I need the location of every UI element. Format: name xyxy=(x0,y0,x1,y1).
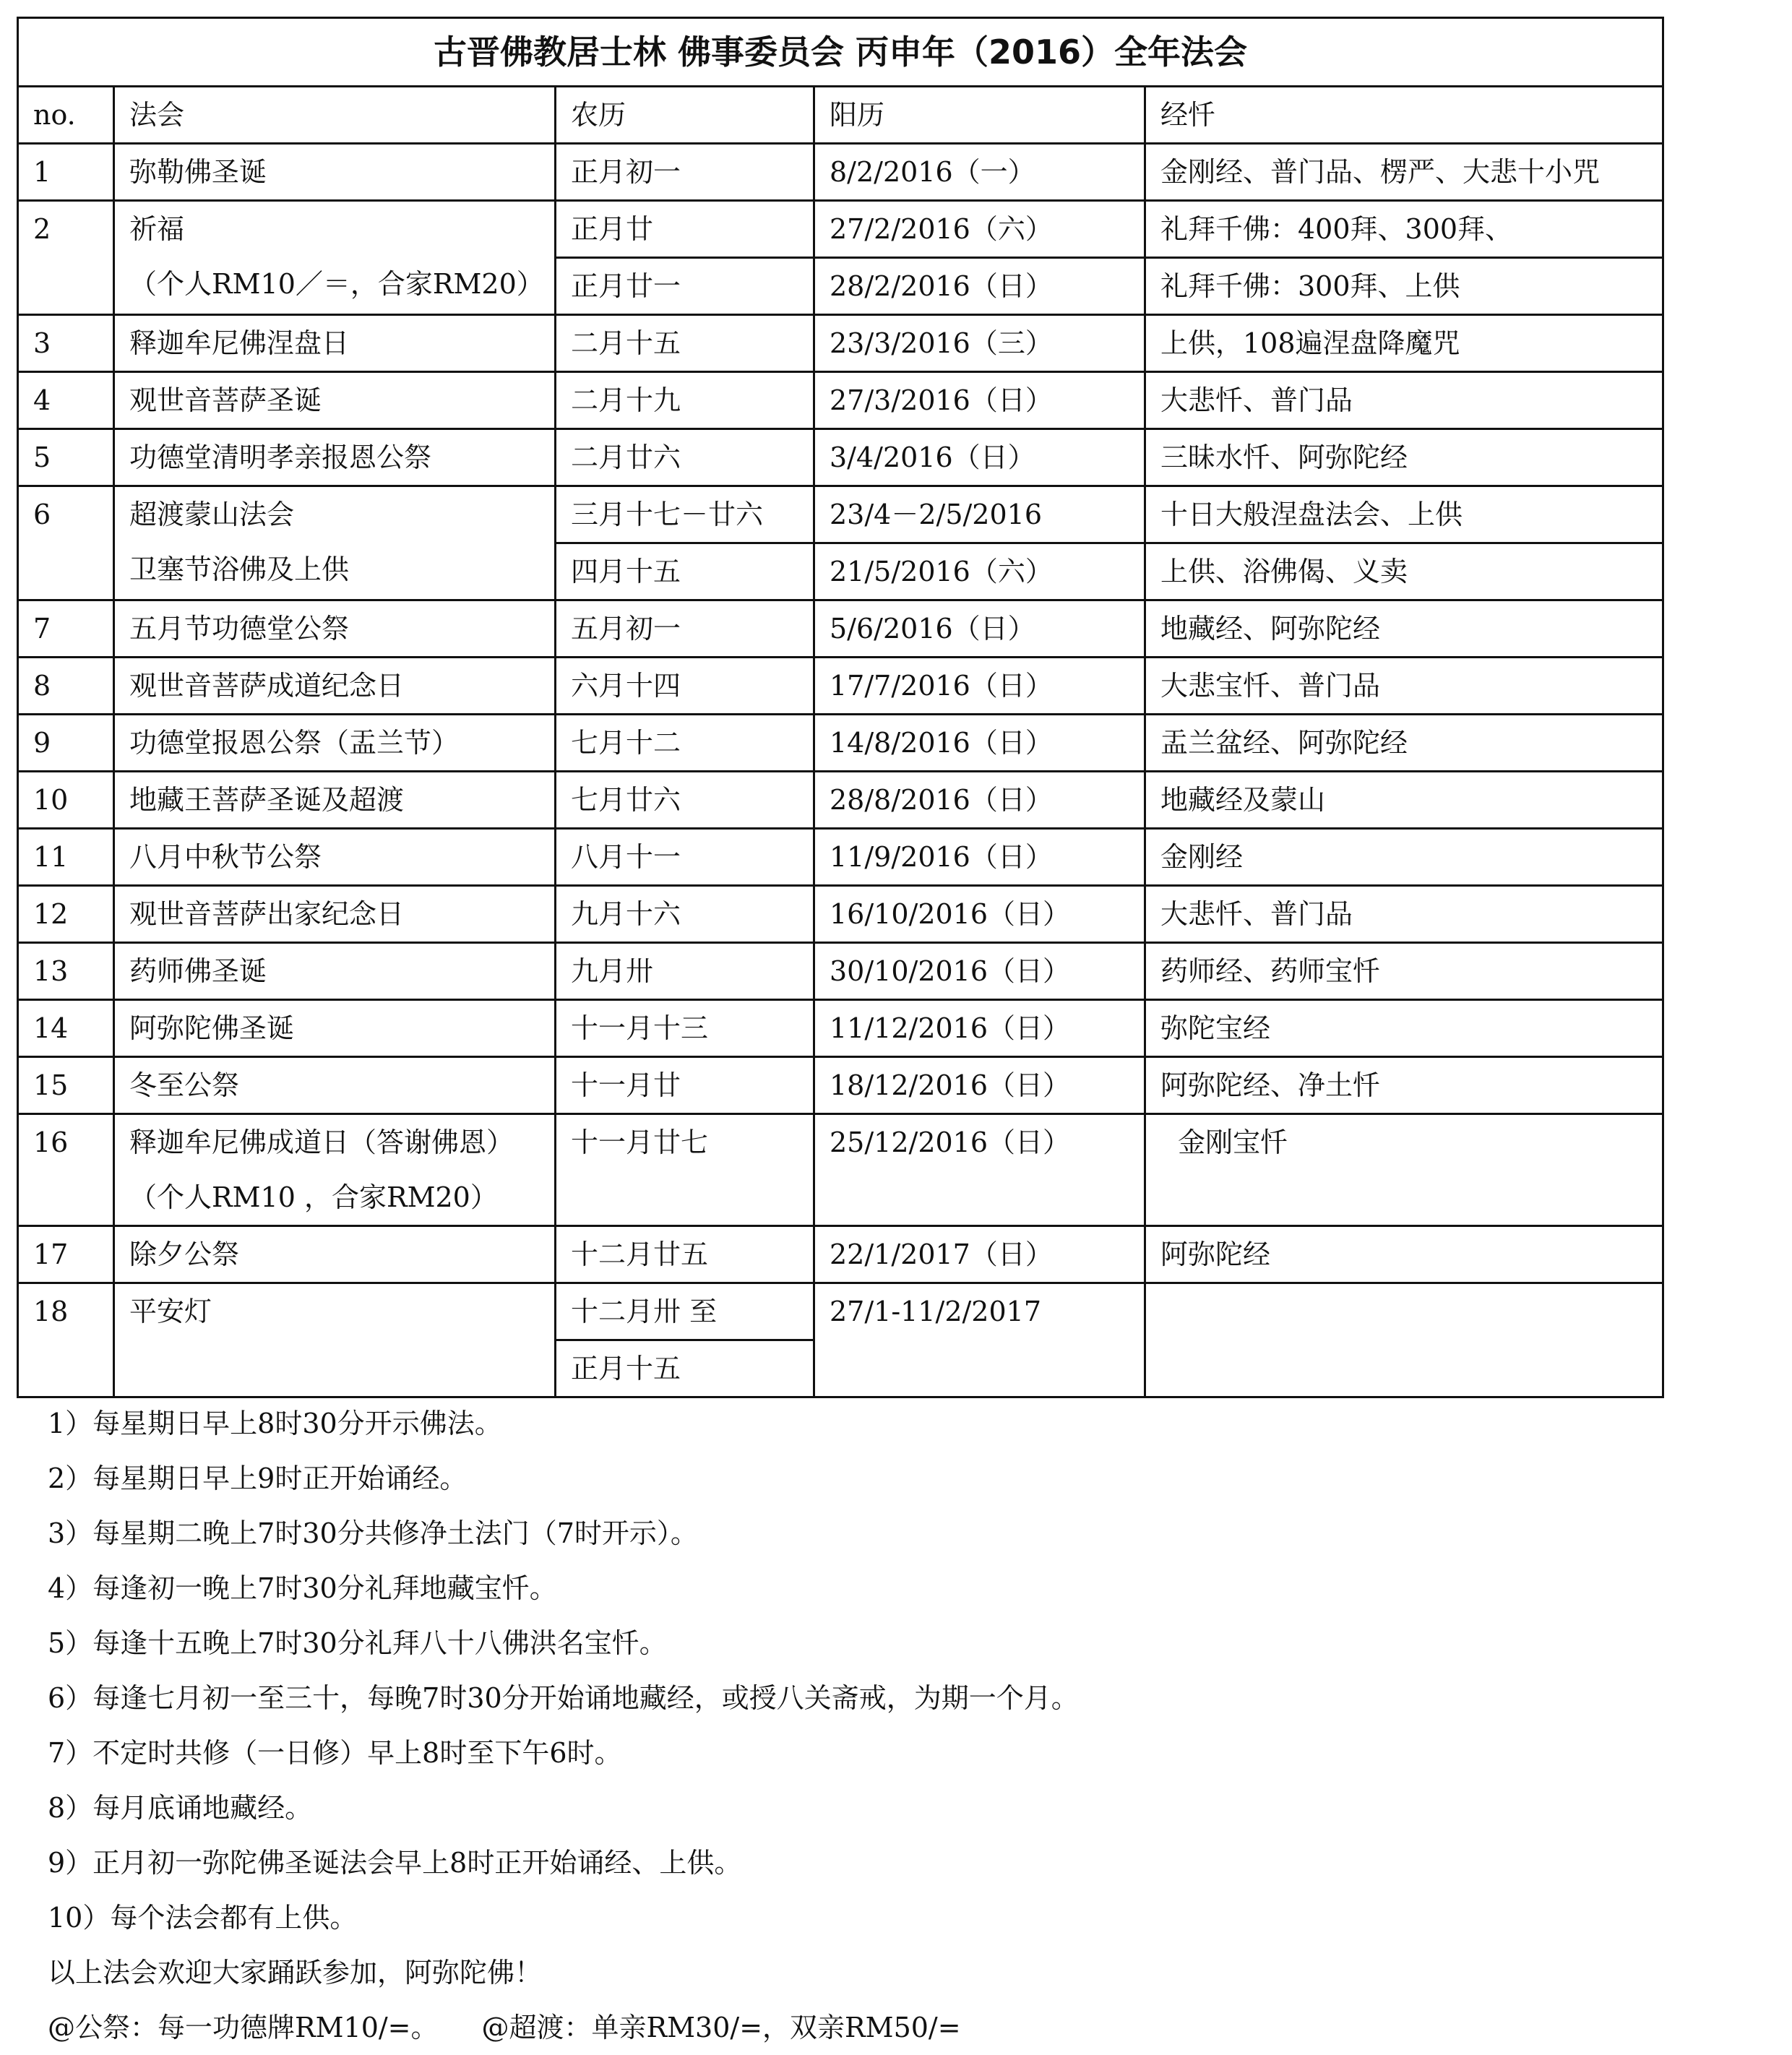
row-number: 17 xyxy=(33,1238,69,1270)
cell-line: 28/2/2016（日） xyxy=(830,270,1053,302)
cell-line: 上供、浴佛偈、义卖 xyxy=(1160,556,1408,587)
cell-solar xyxy=(814,1226,1145,1283)
row-number: 3 xyxy=(33,327,51,359)
cell-line: 弥陀宝经 xyxy=(1160,1012,1271,1044)
row-number: 15 xyxy=(33,1069,69,1101)
row-number: 12 xyxy=(33,898,69,930)
cell-lunar xyxy=(556,829,814,886)
note-item: 7）不定时共修（一日修）早上8时至下午6时。 xyxy=(48,1737,622,1769)
cell-line: 23/4－2/5/2016 xyxy=(815,487,1144,544)
cell-line: 30/10/2016（日） xyxy=(830,955,1071,987)
cell-event xyxy=(114,201,556,315)
cell-lunar xyxy=(556,715,814,772)
page-title: 古晋佛教居士林 佛事委员会 丙申年（2016）全年法会 xyxy=(18,18,1663,87)
note-item: 2）每星期日早上9时正开始诵经。 xyxy=(48,1462,468,1494)
cell-line: 超渡蒙山法会 xyxy=(129,499,295,530)
cell-no xyxy=(18,315,114,372)
cell-event xyxy=(114,144,556,201)
cell-line: 金刚经 xyxy=(1160,841,1244,873)
row-number: 11 xyxy=(33,841,69,873)
cell-solar xyxy=(814,886,1145,943)
cell-line: 功德堂清明孝亲报恩公祭 xyxy=(129,441,432,473)
row-number: 8 xyxy=(33,670,51,702)
cell-line: 祈福 xyxy=(129,213,185,245)
table-row xyxy=(18,1114,1663,1226)
cell-solar xyxy=(814,1057,1145,1114)
cell-line: 大悲忏、普门品 xyxy=(1160,898,1353,930)
cell-solar xyxy=(814,943,1145,1000)
cell-line: 五月节功德堂公祭 xyxy=(129,613,350,645)
table-row xyxy=(18,486,1663,600)
cell-sutra xyxy=(1145,886,1663,943)
cell-no xyxy=(18,144,114,201)
cell-lunar xyxy=(556,486,814,600)
cell-line: （个人RM10 ，合家RM20） xyxy=(129,1181,498,1213)
cell-line: 金刚宝忏 xyxy=(1160,1126,1288,1158)
cell-line: （个人RM10／＝，合家RM20） xyxy=(129,268,544,300)
cell-sutra xyxy=(1145,943,1663,1000)
header-row xyxy=(18,87,1663,144)
cell-line: 正月廿 xyxy=(556,202,813,259)
row-number: 9 xyxy=(33,727,51,759)
row-number: 2 xyxy=(33,213,51,245)
cell-line: 21/5/2016（六） xyxy=(830,556,1053,587)
cell-event xyxy=(114,715,556,772)
row-number: 13 xyxy=(33,955,69,987)
header-lunar: 农历 xyxy=(556,87,814,144)
cell-line: 正月初一 xyxy=(571,156,681,188)
cell-line: 地藏经及蒙山 xyxy=(1160,784,1326,816)
cell-line: 五月初一 xyxy=(571,613,681,645)
cell-no xyxy=(18,943,114,1000)
table-row xyxy=(18,201,1663,315)
cell-lunar xyxy=(556,886,814,943)
cell-solar xyxy=(814,1283,1145,1397)
table-row xyxy=(18,1057,1663,1114)
cell-event xyxy=(114,429,556,486)
cell-solar xyxy=(814,1114,1145,1226)
cell-line: 阿弥陀经、净土忏 xyxy=(1160,1069,1381,1101)
note-item: 10）每个法会都有上供。 xyxy=(48,1902,358,1934)
cell-sutra xyxy=(1145,772,1663,829)
row-number: 18 xyxy=(33,1296,69,1327)
table-row xyxy=(18,372,1663,429)
cell-event xyxy=(114,1000,556,1057)
cell-lunar xyxy=(556,772,814,829)
cell-sutra xyxy=(1145,1114,1663,1226)
cell-line: 七月廿六 xyxy=(571,784,681,816)
cell-no xyxy=(18,1114,114,1226)
note-item: 4）每逢初一晚上7时30分礼拜地藏宝忏。 xyxy=(48,1572,557,1604)
cell-line: 8/2/2016（一） xyxy=(830,156,1035,188)
cell-no xyxy=(18,1057,114,1114)
table-row xyxy=(18,886,1663,943)
cell-no xyxy=(18,658,114,715)
cell-line: 27/1-11/2/2017 xyxy=(830,1296,1042,1327)
footer-memorial-fee: @公祭：每一功德牌RM10/=。 xyxy=(48,2012,439,2043)
table-row xyxy=(18,600,1663,658)
cell-line: 九月十六 xyxy=(571,898,681,930)
cell-line: 三昧水忏、阿弥陀经 xyxy=(1160,441,1408,473)
cell-lunar xyxy=(556,943,814,1000)
cell-line: 卫塞节浴佛及上供 xyxy=(129,553,350,585)
cell-solar xyxy=(814,658,1145,715)
cell-solar xyxy=(814,144,1145,201)
cell-event xyxy=(114,829,556,886)
cell-line: 5/6/2016（日） xyxy=(830,613,1035,645)
cell-line: 药师佛圣诞 xyxy=(129,955,267,987)
cell-line: 十二月卅 至 xyxy=(556,1284,813,1341)
cell-line: 十一月廿七 xyxy=(571,1126,709,1158)
cell-event xyxy=(114,1114,556,1226)
row-number: 1 xyxy=(33,156,51,188)
cell-line: 金刚经、普门品、楞严、大悲十小咒 xyxy=(1160,156,1601,188)
cell-no xyxy=(18,772,114,829)
cell-event xyxy=(114,1226,556,1283)
note-item: 5）每逢十五晚上7时30分礼拜八十八佛洪名宝忏。 xyxy=(48,1627,667,1659)
cell-solar xyxy=(814,715,1145,772)
cell-event xyxy=(114,372,556,429)
footer-deliverance-fee: @超渡：单亲RM30/=，双亲RM50/= xyxy=(481,2012,961,2043)
cell-line: 释迦牟尼佛成道日（答谢佛恩） xyxy=(129,1126,514,1158)
cell-sutra xyxy=(1145,201,1663,315)
cell-solar xyxy=(814,600,1145,658)
cell-line: 16/10/2016（日） xyxy=(830,898,1071,930)
cell-line: 23/3/2016（三） xyxy=(830,327,1053,359)
table-row xyxy=(18,1283,1663,1397)
row-number: 16 xyxy=(33,1126,69,1158)
cell-line: 阿弥陀佛圣诞 xyxy=(129,1012,295,1044)
cell-line: 弥勒佛圣诞 xyxy=(129,156,267,188)
cell-line: 观世音菩萨圣诞 xyxy=(129,384,322,416)
cell-event xyxy=(114,600,556,658)
footer-row xyxy=(48,2000,1746,2055)
cell-event xyxy=(114,1283,556,1397)
cell-line: 药师经、药师宝忏 xyxy=(1160,955,1381,987)
row-number: 4 xyxy=(33,384,51,416)
cell-line: 二月十九 xyxy=(571,384,681,416)
cell-line: 17/7/2016（日） xyxy=(830,670,1053,702)
cell-no xyxy=(18,1226,114,1283)
table-row xyxy=(18,429,1663,486)
cell-line: 观世音菩萨成道纪念日 xyxy=(129,670,405,702)
cell-event xyxy=(114,943,556,1000)
cell-line: 11/12/2016（日） xyxy=(830,1012,1071,1044)
cell-line: 十二月廿五 xyxy=(571,1238,709,1270)
cell-no xyxy=(18,1000,114,1057)
cell-event xyxy=(114,772,556,829)
row-number: 7 xyxy=(33,613,51,645)
cell-line: 11/9/2016（日） xyxy=(830,841,1053,873)
cell-line: 22/1/2017（日） xyxy=(830,1238,1053,1270)
header-no: no. xyxy=(18,87,114,144)
cell-no xyxy=(18,486,114,600)
cell-lunar xyxy=(556,372,814,429)
note-item: 以上法会欢迎大家踊跃参加，阿弥陀佛！ xyxy=(48,1957,543,1989)
cell-solar xyxy=(814,429,1145,486)
cell-lunar xyxy=(556,658,814,715)
table-row xyxy=(18,1000,1663,1057)
cell-event xyxy=(114,886,556,943)
cell-line: 除夕公祭 xyxy=(129,1238,240,1270)
cell-line xyxy=(1160,1284,1662,1339)
cell-line: 冬至公祭 xyxy=(129,1069,240,1101)
header-sutra: 经忏 xyxy=(1145,87,1663,144)
header-solar: 阳历 xyxy=(814,87,1145,144)
note-item: 8）每月底诵地藏经。 xyxy=(48,1792,313,1824)
cell-solar xyxy=(814,829,1145,886)
cell-sutra xyxy=(1145,1000,1663,1057)
cell-line: 功德堂报恩公祭（盂兰节） xyxy=(129,727,460,759)
cell-no xyxy=(18,829,114,886)
cell-lunar xyxy=(556,1057,814,1114)
cell-sutra xyxy=(1145,1226,1663,1283)
title-row xyxy=(18,18,1663,87)
cell-no xyxy=(18,715,114,772)
cell-line: 正月十五 xyxy=(571,1353,681,1384)
cell-line: 观世音菩萨出家纪念日 xyxy=(129,898,405,930)
cell-line: 释迦牟尼佛涅盘日 xyxy=(129,327,350,359)
cell-line: 25/12/2016（日） xyxy=(830,1126,1071,1158)
cell-line: 四月十五 xyxy=(571,556,681,587)
cell-sutra xyxy=(1145,600,1663,658)
cell-sutra xyxy=(1145,315,1663,372)
cell-line: 上供，108遍涅盘降魔咒 xyxy=(1160,327,1460,359)
cell-line: 正月廿一 xyxy=(571,270,681,302)
cell-no xyxy=(18,201,114,315)
cell-line: 地藏王菩萨圣诞及超渡 xyxy=(129,784,405,816)
cell-sutra xyxy=(1145,372,1663,429)
schedule-table xyxy=(17,17,1664,1398)
cell-lunar xyxy=(556,315,814,372)
cell-line: 平安灯 xyxy=(129,1296,212,1327)
note-item: 1）每星期日早上8时30分开示佛法。 xyxy=(48,1408,502,1439)
notes-section xyxy=(48,1396,1746,2055)
cell-line: 28/8/2016（日） xyxy=(830,784,1053,816)
cell-lunar xyxy=(556,1000,814,1057)
cell-line: 三月十七－廿六 xyxy=(556,487,813,544)
table-row xyxy=(18,144,1663,201)
cell-sutra xyxy=(1145,429,1663,486)
note-item: 3）每星期二晚上7时30分共修净土法门（7时开示）。 xyxy=(48,1517,698,1549)
cell-solar xyxy=(814,201,1145,315)
cell-line: 14/8/2016（日） xyxy=(830,727,1053,759)
cell-solar xyxy=(814,486,1145,600)
cell-line: 18/12/2016（日） xyxy=(830,1069,1071,1101)
cell-event xyxy=(114,1057,556,1114)
cell-line: 七月十二 xyxy=(571,727,681,759)
row-number: 6 xyxy=(33,499,51,530)
cell-line: 大悲宝忏、普门品 xyxy=(1160,670,1381,702)
row-number: 5 xyxy=(33,441,51,473)
cell-line: 二月廿六 xyxy=(571,441,681,473)
cell-event xyxy=(114,658,556,715)
cell-lunar xyxy=(556,429,814,486)
cell-line: 27/2/2016（六） xyxy=(815,202,1144,259)
cell-line: 十日大般涅盘法会、上供 xyxy=(1146,487,1662,544)
cell-line: 礼拜千佛：300拜、上供 xyxy=(1160,270,1460,302)
cell-line: 礼拜千佛：400拜、300拜、 xyxy=(1146,202,1662,259)
cell-lunar xyxy=(556,1226,814,1283)
cell-line: 27/3/2016（日） xyxy=(830,384,1053,416)
cell-line: 十一月廿 xyxy=(571,1069,681,1101)
cell-line: 3/4/2016（日） xyxy=(830,441,1035,473)
cell-lunar xyxy=(556,1283,814,1397)
cell-no xyxy=(18,372,114,429)
note-item: 9）正月初一弥陀佛圣诞法会早上8时正开始诵经、上供。 xyxy=(48,1847,742,1879)
cell-line: 八月中秋节公祭 xyxy=(129,841,322,873)
cell-lunar xyxy=(556,144,814,201)
cell-sutra xyxy=(1145,829,1663,886)
cell-sutra xyxy=(1145,715,1663,772)
cell-line: 九月卅 xyxy=(571,955,654,987)
cell-sutra xyxy=(1145,1283,1663,1397)
table-row xyxy=(18,829,1663,886)
cell-no xyxy=(18,886,114,943)
cell-lunar xyxy=(556,201,814,315)
cell-sutra xyxy=(1145,1057,1663,1114)
cell-no xyxy=(18,600,114,658)
table-row xyxy=(18,715,1663,772)
note-item: 6）每逢七月初一至三十，每晚7时30分开始诵地藏经，或授八关斋戒，为期一个月。 xyxy=(48,1682,1079,1714)
cell-solar xyxy=(814,772,1145,829)
cell-lunar xyxy=(556,1114,814,1226)
cell-sutra xyxy=(1145,144,1663,201)
row-number: 10 xyxy=(33,784,69,816)
cell-line: 盂兰盆经、阿弥陀经 xyxy=(1160,727,1408,759)
table-row xyxy=(18,943,1663,1000)
cell-solar xyxy=(814,315,1145,372)
cell-line: 阿弥陀经 xyxy=(1160,1238,1271,1270)
cell-line: 大悲忏、普门品 xyxy=(1160,384,1353,416)
cell-solar xyxy=(814,372,1145,429)
cell-line: 六月十四 xyxy=(571,670,681,702)
cell-line: 八月十一 xyxy=(571,841,681,873)
table-row xyxy=(18,772,1663,829)
row-number: 14 xyxy=(33,1012,69,1044)
cell-event xyxy=(114,315,556,372)
cell-sutra xyxy=(1145,486,1663,600)
cell-event xyxy=(114,486,556,600)
header-event: 法会 xyxy=(114,87,556,144)
notes-list xyxy=(48,1396,1746,2000)
table-row xyxy=(18,1226,1663,1283)
cell-line: 二月十五 xyxy=(571,327,681,359)
cell-line: 十一月十三 xyxy=(571,1012,709,1044)
cell-line: 地藏经、阿弥陀经 xyxy=(1160,613,1381,645)
table-row xyxy=(18,658,1663,715)
cell-lunar xyxy=(556,600,814,658)
table-row xyxy=(18,315,1663,372)
cell-no xyxy=(18,1283,114,1397)
cell-solar xyxy=(814,1000,1145,1057)
cell-no xyxy=(18,429,114,486)
cell-sutra xyxy=(1145,658,1663,715)
